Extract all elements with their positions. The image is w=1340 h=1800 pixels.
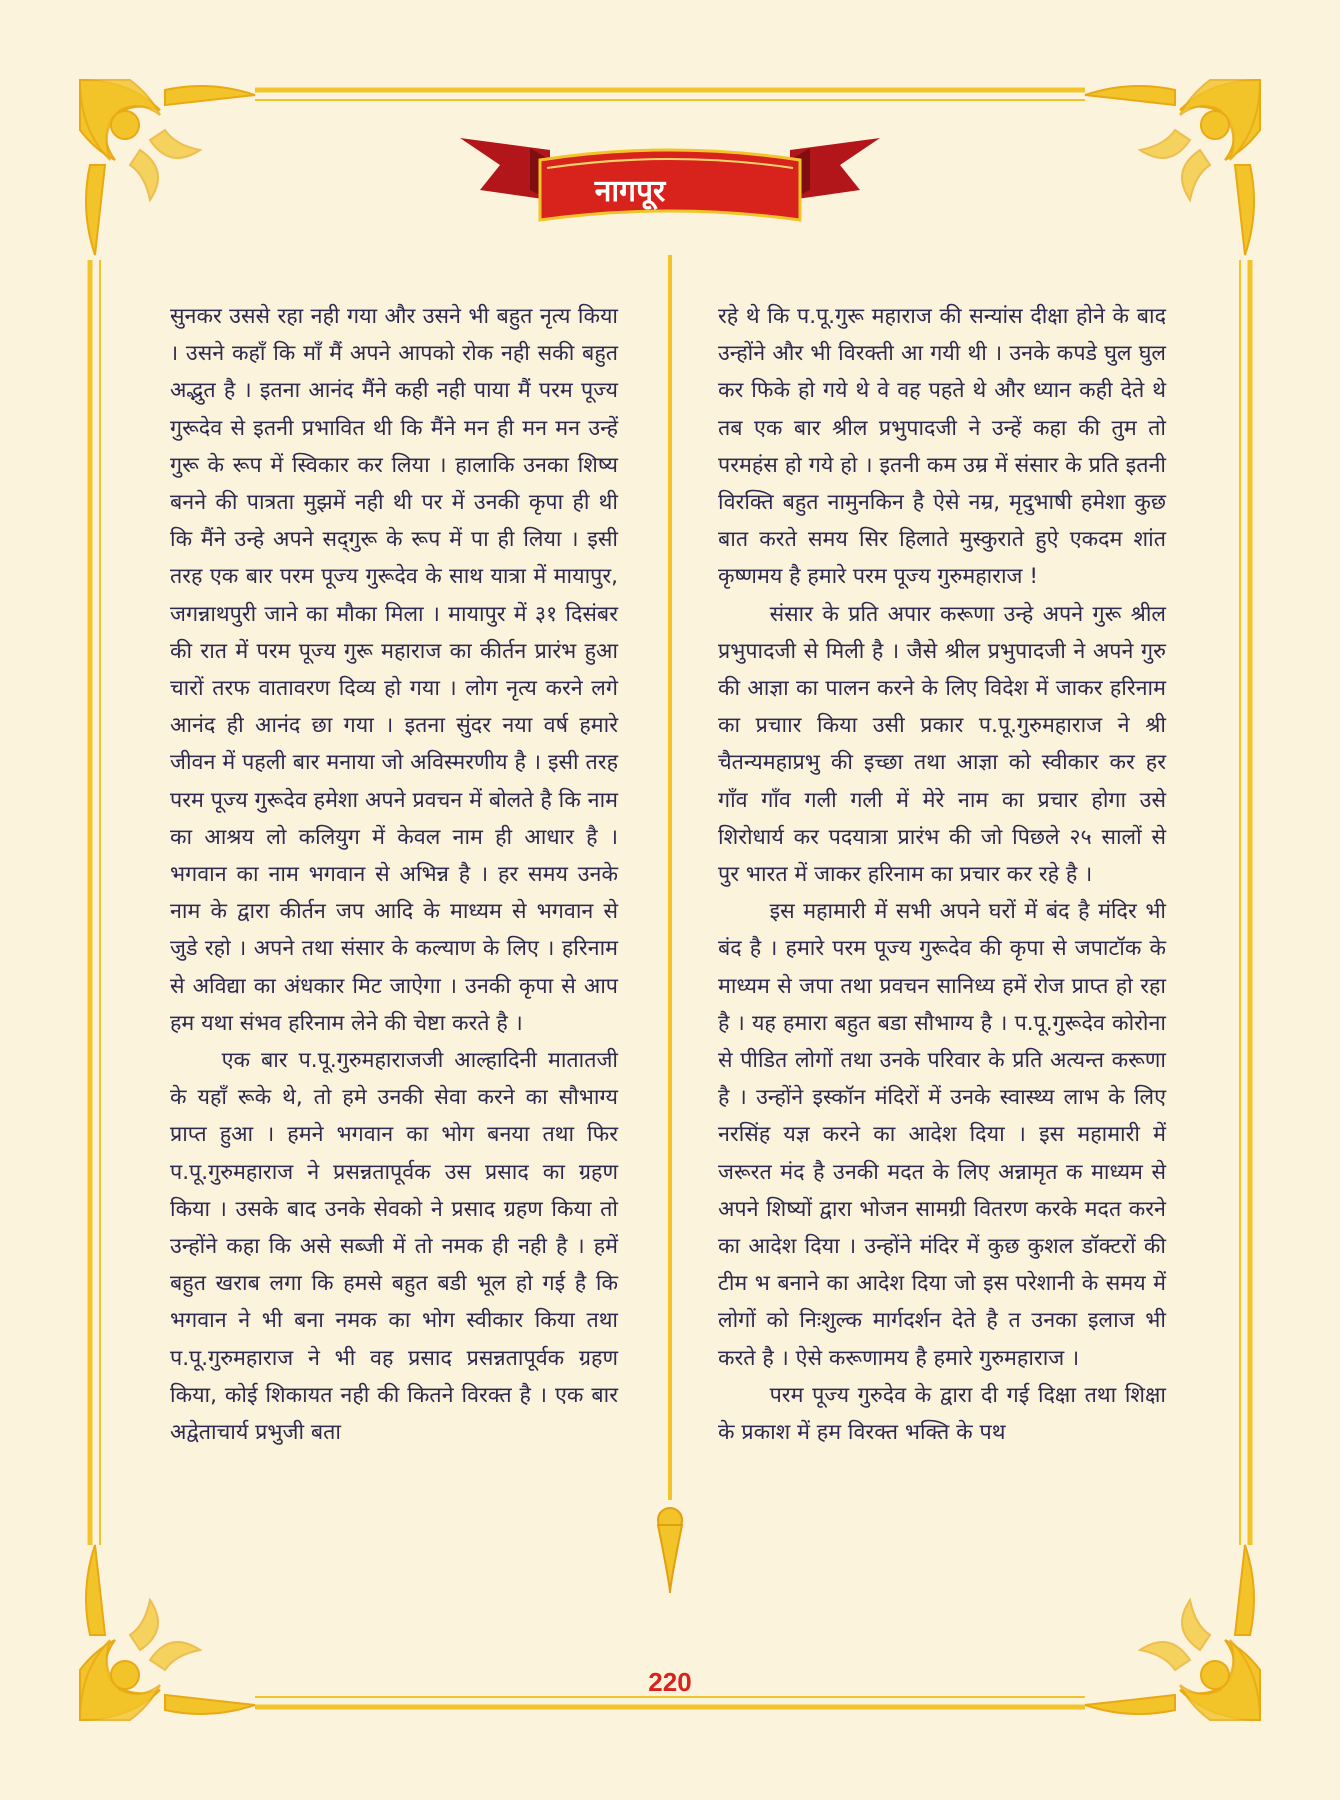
paragraph: संसार के प्रति अपार करूणा उन्हे अपने गुरू श्रील प्रभुपादजी से मिली है । जैसे श्रील प्रभुपादजी ने अपने गुरु की आज्ञा का पालन करने के लिए विदेश में जाकर हरिनाम का प्रचाार किया उसी प्रकार प.पू.गुरुमहाराज ने श्री चैतन्यमहाप्रभु की इच्छा तथा आज्ञा को स्वीकार कर हर गाँव गाँव गली गली में मेरे नाम का प्रचार होगा उसे शिरोधार्य कर पदयात्रा प्रारंभ की जो पिछले २५ सालों से पुर भारत में जाकर हरिनाम का प्रचार कर रहे है । bbox=[718, 601, 1166, 888]
paragraph: सुनकर उससे रहा नही गया और उसने भी बहुत नृत्य किया । उसने कहाँ कि माँ मैं अपने आपको रोक नही सकी बहुत अद्भुत है । इतना आनंद मैंने कही नही पाया मैं परम पूज्य गुरूदेव से इतनी प्रभावित थी कि मैंने मन ही मन मन उन्हें गुरू के रूप में स्विकार कर लिया । हालाकि उनका शिष्य बनने की पात्रता मुझमें नही थी पर में उनकी कृपा ही थी कि मैंने उन्हे अपने सद्‌गुरू के रूप में पा ही लिया । इसी तरह एक बार परम पूज्य गुरूदेव के साथ यात्रा में मायापुर, जगन्नाथपुरी जाने का मौका मिला । मायापुर में ३१ दिसंबर की रात में परम पूज्य गुरू महाराज का कीर्तन प्रारंभ हुआ चारों तरफ वातावरण दिव्य हो गया । लोग नृत्य करने लगे आनंद ही आनंद छा गया । इतना सुंदर नया वर्ष हमारे जीवन में पहली बार मनाया जो अविस्मरणीय है । इसी तरह परम पूज्य गुरूदेव हमेशा अपने प्रवचन में बोलते है कि नाम का आश्रय लो कलियुग में केवल नाम ही आधार है । भगवान का नाम भगवान से अभिन्न है । हर समय उनके नाम के द्वारा कीर्तन जप आदि के माध्यम से भगवान से जुडे रहो । अपने तथा संसार के कल्याण के लिए । हरिनाम से अविद्या का अंधकार मिट जाऐगा । उनकी कृपा से आप हम यथा संभव हरिनाम लेने की चेष्टा करते है । bbox=[170, 304, 618, 1036]
right-column bbox=[718, 298, 1166, 1451]
ornament-corner-icon bbox=[70, 1530, 270, 1730]
paragraph: परम पूज्य गुरुदेव के द्वारा दी गई दिक्षा तथा शिक्षा के प्रकाश में हम विरक्त भक्ति के पथ bbox=[718, 1382, 1166, 1446]
column-divider bbox=[645, 255, 695, 1595]
ornament-corner-icon bbox=[1070, 1530, 1270, 1730]
ornament-corner-icon bbox=[70, 70, 270, 270]
left-column bbox=[170, 298, 618, 1451]
divider-finial-icon bbox=[658, 1508, 682, 1593]
paragraph: एक बार प.पू.गुरुमहाराजजी आल्हादिनी मातातजी के यहाँ रूके थे, तो हमे उनकी सेवा करने का सौभाग्य प्राप्त हुआ । हमने भगवान का भोग बनया तथा फिर प.पू.गुरुमहाराज ने प्रसन्नतापूर्वक उस प्रसाद का ग्रहण किया । उसके बाद उनके सेवको ने प्रसाद ग्रहण किया तो उन्होंने कहा कि असे सब्जी में तो नमक ही नही है । हमें बहुत खराब लगा कि हमसे बहुत बडी भूल हो गई है कि भगवान ने भी बना नमक का भोग स्वीकार किया तथा प.पू.गुरुमहाराज ने भी वह प्रसाद प्रसन्नतापूर्वक ग्रहण किया, कोई शिकायत नही की कितने विरक्त है । एक बार अद्वेताचार्य प्रभुजी बता bbox=[170, 1048, 618, 1446]
page-title: नागपूर bbox=[594, 174, 666, 209]
paragraph: इस महामारी में सभी अपने घरों में बंद है मंदिर भी बंद है । हमारे परम पूज्य गुरूदेव की कृपा से जपाटॉक के माध्यम से जपा तथा प्रवचन सानिध्य हमें रोज प्राप्त हो रहा है । यह हमारा बहुत बडा सौभाग्य है । प.पू.गुरूदेव कोरोना से पीडित लोगों तथा उनके परिवार के प्रति अत्यन्त करूणा है । उन्होंने इस्कॉन मंदिरों में उनके स्वास्थ्य लाभ के लिए नरसिंह यज्ञ करने का आदेश दिया । इस महामारी में जरूरत मंद है उनकी मदत के लिए अन्नामृत क माध्यम से अपने शिष्यों द्वारा भोजन सामग्री वितरण करके मदत करने का आदेश दिया । उन्होंने मंदिर में कुछ कुशल डॉक्टरों की टीम भ बनाने का आदेश दिया जो इस परेशानी के समय में लोगों को निःशुल्क मार्गदर्शन देते है त उनका इलाज भी करते है । ऐसे करूणामय है हमारे गुरुमहाराज । bbox=[718, 899, 1166, 1371]
paragraph: रहे थे कि प.पू.गुरू महाराज की सन्यांस दीक्षा होने के बाद उन्होंने और भी विरक्ती आ गयी थी । उनके कपडे घुल घुल कर फिके हो गये थे वे वह पहते थे और ध्यान कही देते थे तब एक बार श्रील प्रभुपादजी ने उन्हें कहा की तुम तो परमहंस हो गये हो । इतनी कम उम्र में संसार के प्रति इतनी विरक्ति बहुत नामुनकिन है ऐसे नम्र, मृदुभाषी हमेशा कुछ बात करते समय सिर हिलाते मुस्कुराते हुऐ एकदम शांत कृष्णमय है हमारे परम पूज्य गुरुमहाराज ! bbox=[718, 304, 1166, 590]
ornament-corner-icon bbox=[1070, 70, 1270, 270]
page-number: 220 bbox=[648, 1667, 692, 1697]
